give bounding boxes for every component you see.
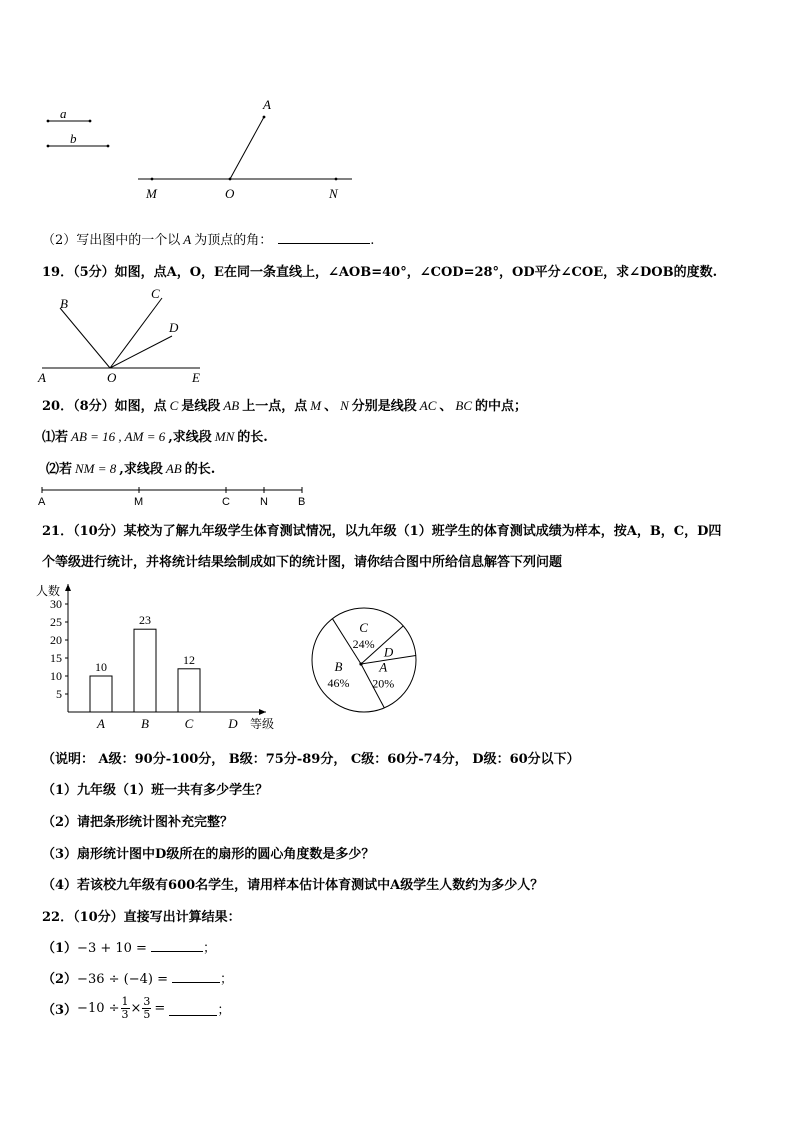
q21-line2: 个等级进行统计，并将统计结果绘制成如下的统计图，请你结合图中所给信息解答下列问题 xyxy=(42,555,563,570)
y-tick-label: 30 xyxy=(50,597,62,611)
y-tick-label: 10 xyxy=(50,669,62,683)
ray-OA xyxy=(230,117,264,179)
frac1-den: 3 xyxy=(121,1008,129,1021)
q19-label-O: O xyxy=(107,370,117,385)
q19-label-D: D xyxy=(169,320,179,335)
q22-p2-end: ； xyxy=(219,972,233,987)
q22-p2-num: （2） xyxy=(42,972,78,987)
q20-seg-M: M xyxy=(134,496,144,508)
bar-B xyxy=(134,629,156,712)
q18-part2-var: A xyxy=(183,232,192,247)
q20-stem-end: 的中点； xyxy=(475,399,528,414)
q20-var-AB: AB xyxy=(223,398,240,413)
q20-seg-B: B xyxy=(298,496,306,508)
q22-p3-eq: = xyxy=(154,1001,166,1016)
pie-label-D: D xyxy=(383,644,394,660)
answer-blank[interactable] xyxy=(169,1001,217,1016)
q20-seg-C: C xyxy=(222,496,230,508)
point-O-label: O xyxy=(225,186,235,201)
y-tick-label: 5 xyxy=(56,687,62,701)
q20-seg-N: N xyxy=(260,496,268,508)
q20-p1-pre: ⑴若 xyxy=(42,430,69,445)
q22-stem: 22．（10分）直接写出计算结果： xyxy=(42,910,241,925)
q20-stem-mid3: 分别是线段 xyxy=(351,399,417,414)
q21-sub1: （1）九年级（1）班一共有多少学生？ xyxy=(42,783,269,798)
q20-p2-AB: AB xyxy=(165,461,182,476)
q20-p2-end: 的长. xyxy=(184,462,216,477)
q18-part2-text2: 为顶点的角： xyxy=(194,233,273,248)
frac1-num: 1 xyxy=(121,995,129,1008)
q19-stem: 19．（5分）如图，点A，O，E在同一条直线上，∠AOB=40°，∠COD=28°，OD平分∠COE，求∠DOB的度数. xyxy=(42,265,718,280)
q20-p1-eq: AB = 16 , AM = 6 xyxy=(71,429,166,444)
q20-var-AC: AC xyxy=(419,398,437,413)
bar-value-label: 12 xyxy=(183,652,195,667)
pie-label-B: B xyxy=(334,659,343,675)
frac2-den: 5 xyxy=(143,1008,151,1021)
bar-chart xyxy=(34,578,286,733)
q20-var-BC: BC xyxy=(455,398,473,413)
q20-var-C: C xyxy=(169,398,179,413)
q21-sub2: （2）请把条形统计图补充完整？ xyxy=(42,815,234,830)
q22-p3-pre: −10 ÷ xyxy=(77,1001,120,1016)
bar-A xyxy=(90,676,112,712)
bar-value-label: 10 xyxy=(95,660,107,674)
q20-part1 xyxy=(42,426,268,445)
top-figure xyxy=(40,95,370,205)
bar-C xyxy=(178,669,200,712)
q20-seg-A: A xyxy=(38,496,46,508)
q21-sub4: （4）若该校九年级有600名学生，请用样本估计体育测试中A级学生人数约为多少人？ xyxy=(42,878,544,893)
q19-figure xyxy=(36,286,216,386)
q18-part2-end: . xyxy=(370,233,375,248)
q20-segment-figure xyxy=(36,482,316,510)
q22-p1-end: ； xyxy=(202,941,216,956)
q22-p1-num: （1） xyxy=(42,941,78,956)
pie-center xyxy=(359,662,362,665)
x-tick-label: A xyxy=(97,716,105,731)
point-N-label: N xyxy=(329,186,338,201)
q20-sep: 、 xyxy=(439,399,453,414)
pie-percent-A: 20% xyxy=(372,676,395,691)
q22-p3-times: × xyxy=(130,1001,142,1016)
q18-part2-text: （2）写出图中的一个以 xyxy=(42,233,181,248)
segment-b-label: b xyxy=(70,131,77,146)
q20-var-M: M xyxy=(310,398,322,413)
q22-part2 xyxy=(42,968,233,987)
q20-p1-end: 的长. xyxy=(237,430,268,445)
y-axis-arrow xyxy=(65,584,71,591)
y-axis-label: 人数 xyxy=(36,584,61,598)
q18-part2 xyxy=(42,229,374,248)
q20-stem-pre: 20．（8分）如图，点 xyxy=(42,399,167,414)
fraction-one-third xyxy=(121,996,130,1021)
pie-chart xyxy=(308,604,420,716)
q20-p2-eq: NM = 8 xyxy=(75,461,117,476)
answer-blank[interactable] xyxy=(151,951,203,952)
q20-var-N: N xyxy=(340,398,349,413)
q20-p1-mid: ,求线段 xyxy=(168,430,212,445)
q19-label-C: C xyxy=(151,286,160,301)
q22-part1 xyxy=(42,937,216,956)
q20-stem xyxy=(42,395,527,414)
pie-percent-C: 24% xyxy=(352,637,375,652)
x-axis-label: 等级 xyxy=(250,717,275,731)
frac2-num: 3 xyxy=(143,995,151,1008)
y-tick-label: 20 xyxy=(50,633,62,647)
q20-p2-pre: ⑵若 xyxy=(46,462,73,477)
q22-p2-expr: −36 ÷ (−4) = xyxy=(77,972,168,987)
point-M-label: M xyxy=(146,186,157,201)
segment-a-label: a xyxy=(60,106,67,121)
q21-note: （说明： A级：90分-100分， B级：75分-89分， C级：60分-74分， D级：60分以下） xyxy=(42,752,580,767)
pie-percent-B: 46% xyxy=(327,676,350,691)
pie-label-A: A xyxy=(379,659,388,675)
x-tick-label: B xyxy=(141,716,149,731)
q19-label-E: E xyxy=(192,370,200,385)
answer-blank[interactable] xyxy=(172,982,220,983)
q20-comma: 、 xyxy=(324,399,338,414)
q20-stem-mid2: 上一点，点 xyxy=(242,399,308,414)
q19-label-A: A xyxy=(38,370,46,385)
q22-p3-num: （3） xyxy=(42,1003,78,1018)
q20-p2-mid: ,求线段 xyxy=(119,462,163,477)
fraction-three-fifths xyxy=(142,996,151,1021)
x-axis-arrow xyxy=(259,709,266,715)
x-tick-label: C xyxy=(184,716,194,731)
x-tick-label: D xyxy=(228,716,238,731)
q22-p1-expr: −3 + 10 = xyxy=(77,941,147,956)
q20-part2 xyxy=(46,458,215,477)
answer-blank[interactable] xyxy=(278,243,370,244)
y-tick-label: 15 xyxy=(50,651,62,665)
q20-p1-MN: MN xyxy=(214,429,235,444)
y-tick-label: 25 xyxy=(50,615,62,629)
pie-label-C: C xyxy=(359,620,368,636)
q22-p3-end: ； xyxy=(217,1003,231,1018)
q22-part3 xyxy=(42,996,230,1021)
q21-line1: 21．（10分）某校为了解九年级学生体育测试情况，以九年级（1）班学生的体育测试成绩为样本，按A，B，C，D四 xyxy=(42,524,722,539)
point-A-label: A xyxy=(263,97,271,112)
q21-sub3: （3）扇形统计图中D级所在的扇形的圆心角度数是多少？ xyxy=(42,847,375,862)
bar-value-label: 23 xyxy=(139,613,151,628)
q19-label-B: B xyxy=(60,296,68,311)
q20-stem-mid1: 是线段 xyxy=(181,399,221,414)
